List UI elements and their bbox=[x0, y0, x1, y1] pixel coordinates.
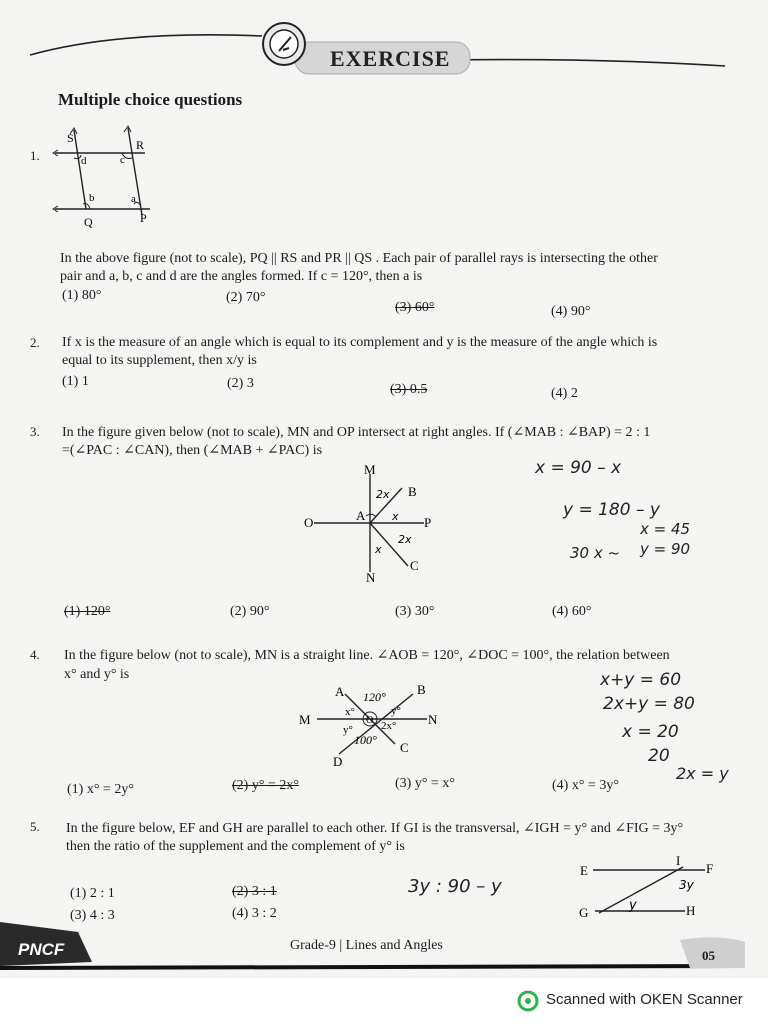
q3-label-2x-top: 2x bbox=[376, 488, 390, 501]
q2-option-3[interactable]: (3) 0.5 bbox=[390, 382, 428, 397]
q3-text-line1: In the figure given below (not to scale), MN and OP intersect at right angles. If (∠MAB : ∠BAP) = 2 : 1 bbox=[62, 425, 651, 440]
page-number: 05 bbox=[702, 948, 715, 963]
q4-option-1[interactable]: (1) x° = 2y° bbox=[67, 782, 134, 797]
q3-label-b: B bbox=[408, 484, 417, 499]
q4-note-1: x+y = 60 bbox=[600, 670, 682, 690]
question-number: 3. bbox=[30, 424, 40, 439]
q3-label-a: A bbox=[356, 508, 366, 523]
q1-option-4[interactable]: (4) 90° bbox=[551, 304, 591, 319]
q4-note-3: x = 20 bbox=[622, 722, 679, 742]
q3-label-n: N bbox=[366, 570, 376, 585]
q3-note-4: y = 90 bbox=[640, 540, 691, 558]
q3-label-m: M bbox=[364, 462, 376, 477]
q4-label-120: 120° bbox=[363, 690, 386, 704]
q5-option-3[interactable]: (3) 4 : 3 bbox=[70, 908, 115, 923]
q3-label-o: O bbox=[304, 515, 314, 530]
q3-label-x-bottom: x bbox=[375, 543, 382, 556]
q1-option-1[interactable]: (1) 80° bbox=[62, 288, 102, 303]
q3-note-3: x = 45 bbox=[640, 520, 691, 538]
q4-note-5: 2x = y bbox=[676, 764, 729, 783]
header-decoration bbox=[0, 0, 768, 90]
q4-label-m: M bbox=[299, 712, 311, 727]
q5-text-line2: then the ratio of the supplement and the complement of y° is bbox=[66, 839, 405, 854]
q4-label-d: D bbox=[333, 754, 343, 769]
q3-label-p: P bbox=[424, 515, 432, 530]
q3-text-line2: =(∠PAC : ∠CAN), then (∠MAB + ∠PAC) is bbox=[62, 443, 323, 458]
q4-label-b: B bbox=[417, 682, 426, 697]
exercise-banner: EXERCISE bbox=[330, 46, 451, 71]
q3-label-c: C bbox=[410, 558, 419, 573]
q3-figure bbox=[300, 460, 450, 586]
q1-label-p: P bbox=[140, 211, 147, 225]
q5-label-i: I bbox=[676, 855, 681, 868]
q1-option-2[interactable]: (2) 70° bbox=[226, 290, 266, 305]
q2-option-2[interactable]: (2) 3 bbox=[227, 376, 254, 391]
q3-note-5: 30 x ~ bbox=[570, 544, 621, 562]
q1-label-b: b bbox=[89, 192, 95, 204]
q1-label-s: S bbox=[67, 131, 74, 145]
q1-figure bbox=[50, 120, 180, 230]
q4-label-y-left: y° bbox=[343, 724, 353, 736]
q4-text-line1: In the figure below (not to scale), MN is a straight line. ∠AOB = 120°, ∠DOC = 100°, the relation between bbox=[64, 648, 670, 663]
q1-text-line1: In the above figure (not to scale), PQ || RS and PR || QS . Each pair of parallel rays is intersecting the other bbox=[60, 251, 658, 266]
q5-label-h: H bbox=[686, 903, 696, 918]
q1-label-r: R bbox=[136, 138, 145, 152]
q5-note-1: 3y : 90 – y bbox=[408, 876, 502, 897]
q4-note-2: 2x+y = 80 bbox=[603, 694, 695, 714]
question-number: 2. bbox=[30, 335, 40, 350]
q4-label-2x: 2x° bbox=[381, 720, 397, 732]
q4-note-4: 20 bbox=[648, 746, 670, 766]
q2-text-line2: equal to its supplement, then x/y is bbox=[62, 353, 257, 368]
q4-option-3[interactable]: (3) y° = x° bbox=[395, 776, 455, 791]
q1-option-3[interactable]: (3) 60° bbox=[395, 300, 435, 315]
footer-grade: Grade-9 | Lines and Angles bbox=[290, 938, 443, 953]
q5-label-3y: 3y bbox=[679, 878, 694, 892]
q5-label-e: E bbox=[580, 863, 588, 878]
q5-option-4[interactable]: (4) 3 : 2 bbox=[232, 906, 277, 921]
q2-option-4[interactable]: (4) 2 bbox=[551, 386, 578, 401]
q1-label-q: Q bbox=[84, 215, 93, 229]
scanner-logo-icon bbox=[517, 990, 539, 1012]
q5-option-1[interactable]: (1) 2 : 1 bbox=[70, 886, 115, 901]
q1-label-c: c bbox=[120, 154, 125, 166]
q3-option-1[interactable]: (1) 120° bbox=[64, 604, 111, 619]
q3-option-3[interactable]: (3) 30° bbox=[395, 604, 435, 619]
question-number: 5. bbox=[30, 819, 40, 834]
q4-label-y-right: y° bbox=[391, 705, 401, 717]
q5-text-line1: In the figure below, EF and GH are parallel to each other. If GI is the transversal, ∠IGH = y° and ∠FIG = 3y° bbox=[66, 821, 684, 836]
q4-label-n: N bbox=[428, 712, 438, 727]
q3-label-x-top: x bbox=[392, 510, 399, 523]
q4-label-100: 100° bbox=[354, 733, 377, 747]
q5-figure bbox=[575, 855, 725, 925]
q4-label-x: x° bbox=[345, 706, 355, 718]
question-number: 1. bbox=[30, 148, 40, 163]
q5-label-f: F bbox=[706, 861, 714, 876]
scanner-label: Scanned with OKEN Scanner bbox=[546, 991, 743, 1008]
q2-option-1[interactable]: (1) 1 bbox=[62, 374, 89, 389]
q5-label-g: G bbox=[579, 905, 589, 920]
footer-brand: PNCF bbox=[18, 940, 65, 959]
q1-text-line2: pair and a, b, c and d are the angles formed. If c = 120°, then a is bbox=[60, 269, 423, 284]
q4-label-o: O bbox=[366, 715, 374, 726]
q4-figure bbox=[295, 682, 445, 770]
q4-option-4[interactable]: (4) x° = 3y° bbox=[552, 778, 619, 793]
q5-option-2[interactable]: (2) 3 : 1 bbox=[232, 884, 277, 899]
q2-text-line1: If x is the measure of an angle which is equal to its complement and y is the measure of the angle which is bbox=[62, 335, 658, 350]
q3-note-2: y = 180 – y bbox=[563, 500, 660, 520]
q4-text-line2: x° and y° is bbox=[64, 667, 130, 682]
q4-label-a: A bbox=[335, 684, 345, 699]
q1-label-d: d bbox=[81, 155, 87, 167]
q3-label-2x-bottom: 2x bbox=[398, 533, 412, 546]
q4-option-2[interactable]: (2) y° = 2x° bbox=[232, 778, 299, 793]
section-title: Multiple choice questions bbox=[58, 90, 243, 109]
q3-note-1: x = 90 – x bbox=[535, 458, 622, 478]
question-number: 4. bbox=[30, 647, 40, 662]
q1-label-a: a bbox=[131, 193, 136, 205]
q3-option-2[interactable]: (2) 90° bbox=[230, 604, 270, 619]
q5-label-y: y bbox=[629, 898, 637, 913]
q3-option-4[interactable]: (4) 60° bbox=[552, 604, 592, 619]
q4-label-c: C bbox=[400, 740, 409, 755]
